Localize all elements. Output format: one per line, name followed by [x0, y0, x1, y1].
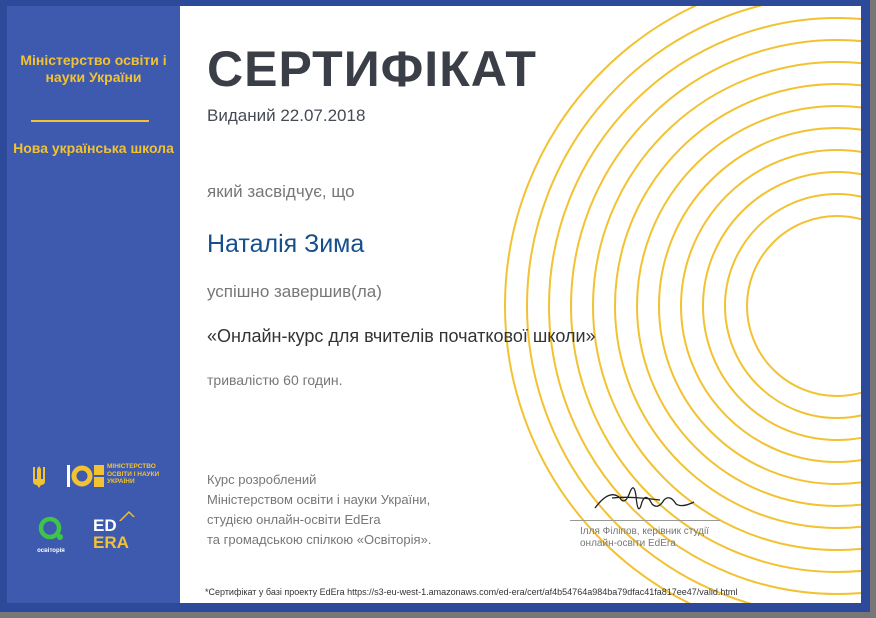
- developed-by: [207, 470, 431, 550]
- signature: [590, 478, 700, 522]
- mon-logo-text: МІНІСТЕРСТВО ОСВІТИ І НАУКИ УКРАЇНИ: [107, 463, 160, 485]
- ministry-name: Міністерство освіти і науки України: [20, 52, 167, 85]
- certificate-page: [7, 6, 861, 603]
- trident-icon: [31, 465, 47, 489]
- sidebar-divider: [31, 120, 149, 122]
- developed-by-line: Курс розроблений: [207, 472, 317, 487]
- certificate-title: СЕРТИФІКАТ: [207, 41, 537, 97]
- completed-text: успішно завершив(ла): [207, 282, 382, 301]
- decorative-ring: [747, 216, 861, 396]
- decorative-ring: [637, 106, 861, 506]
- signer-role: онлайн-освіти EdEra: [580, 538, 676, 549]
- edera-logo: [93, 517, 129, 551]
- edera-logo-top: ED: [93, 516, 117, 535]
- signature-line: [570, 520, 720, 521]
- osvitoria-logo: [31, 515, 71, 554]
- signer-name: Ілля Філіпов, керівник студії: [580, 526, 709, 537]
- decorative-ring: [703, 172, 861, 440]
- course-duration: тривалістю 60 годин.: [207, 372, 343, 388]
- verification-footnote: *Сертифікат у базі проекту EdEra https://s3-eu-west-1.amazonaws.com/ed-era/cert/af4b54764a984ba79dfac41fa817ee47/valid.html: [205, 587, 738, 597]
- decorative-ring: [681, 150, 861, 462]
- mon-logo-icon: [67, 465, 105, 487]
- signer: [580, 526, 709, 550]
- sidebar: [7, 6, 180, 603]
- decorative-ring: [659, 128, 861, 484]
- course-name: «Онлайн-курс для вчителів початкової школи»: [207, 326, 596, 346]
- osvitoria-text: освіторія: [37, 548, 65, 554]
- osvitoria-icon: [38, 515, 64, 541]
- edera-arrow-icon: [119, 509, 135, 525]
- developed-by-line: студією онлайн-освіти EdEra: [207, 512, 381, 527]
- recipient-name: Наталія Зима: [207, 230, 365, 258]
- edera-logo-bottom: ERA: [93, 533, 129, 552]
- issue-date: Виданий 22.07.2018: [207, 106, 366, 125]
- school-name: Нова українська школа: [13, 140, 174, 156]
- developed-by-line: Міністерством освіти і науки України,: [207, 492, 431, 507]
- certifies-text: який засвідчує, що: [207, 182, 355, 201]
- developed-by-line: та громадською спілкою «Освіторія».: [207, 532, 432, 547]
